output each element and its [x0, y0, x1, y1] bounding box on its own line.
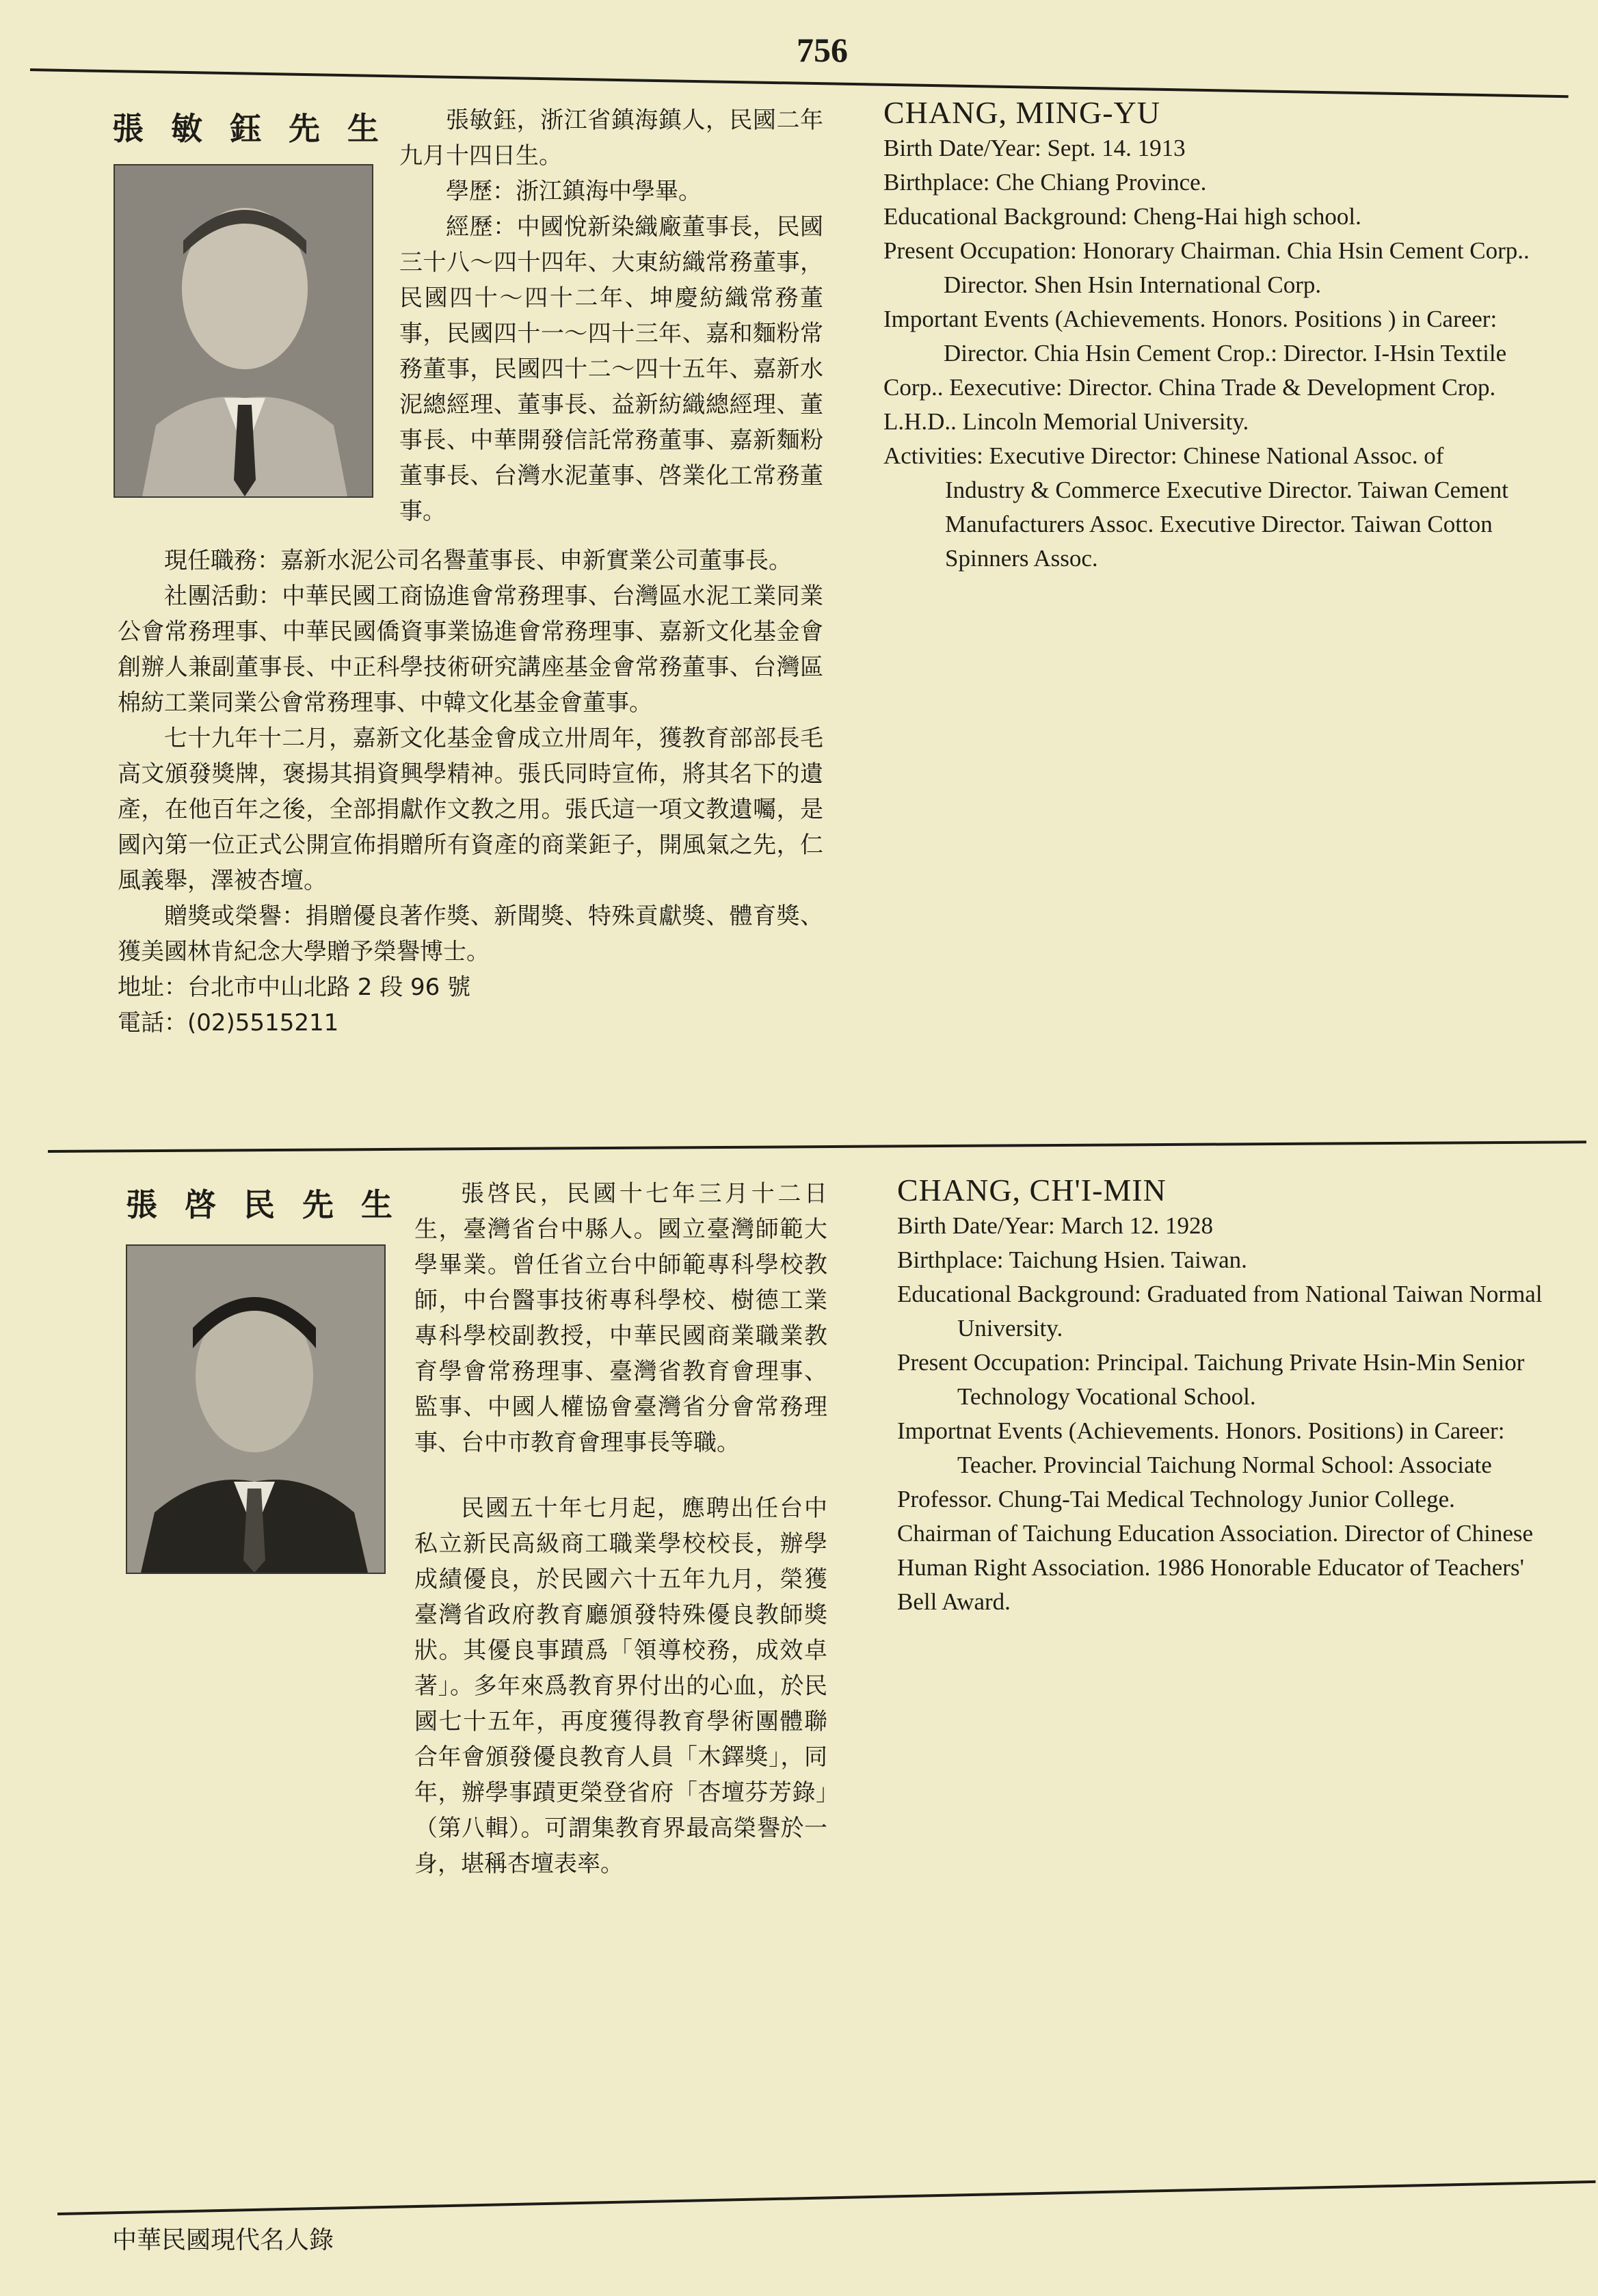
- bio-paragraph: 張敏鈺，浙江省鎮海鎮人，民國二年九月十四日生。: [399, 107, 823, 170]
- chinese-bio-body: [122, 1491, 827, 1882]
- english-name-heading: CHANG, MING-YU: [883, 95, 1160, 130]
- bio-paragraph: 社團活動：中華民國工商協進會常務理事、台灣區水泥工業同業公會常務理事、中華民國僑資事業協進會常務理事、嘉新文化基金會創辦人兼副董事長、中正科學技術研究講座基金會常務董事、台灣區棉紡工業同業公會常務理事、中韓文化基金會董事。: [118, 583, 823, 717]
- birth-date: Birth Date/Year: Sept. 14. 1913: [883, 135, 1186, 161]
- chinese-bio-intro: [399, 103, 823, 529]
- chinese-bio-intro: [414, 1176, 827, 1460]
- address-line: 地址：台北市中山北路 2 段 96 號: [118, 974, 471, 1001]
- bio-paragraph: 學歷：浙江鎮海中學畢。: [446, 178, 702, 205]
- top-rule: [30, 68, 1569, 98]
- bio-paragraph: 民國五十年七月起，應聘出任台中私立新民高級商工職業學校校長，辦學成績優良，於民國六十五年九月，榮獲臺灣省政府教育廳頒發特殊優良教師獎狀。其優良事蹟爲「領導校務，成效卓著」。多年來爲教育界付出的心血，於民國七十五年，再度獲得教育學術團體聯合年會頒發優良教育人員「木鐸獎」，同年，辦學事蹟更榮登省府「杏壇芬芳錄」（第八輯）。可謂集教育界最高榮譽於一身，堪稱杏壇表率。: [414, 1495, 827, 1878]
- bio-paragraph: 贈獎或榮譽：捐贈優良著作獎、新聞獎、特殊貢獻獎、體育獎、獲美國林肯紀念大學贈予榮譽博士。: [118, 903, 823, 965]
- phone-line: 電話：(02)5515211: [118, 1009, 339, 1037]
- activities-label: Activities: Executive Director: Chinese National Assoc. of: [883, 442, 1444, 469]
- bio-paragraph: 現任職務：嘉新水泥公司名譽董事長、申新實業公司董事長。: [164, 547, 792, 574]
- chinese-name-heading: 張 敏 鈺 先 生: [112, 110, 388, 147]
- portrait-illustration: [115, 165, 372, 496]
- bottom-rule: [57, 2180, 1596, 2215]
- book-title-footer: 中華民國現代名人錄: [112, 2226, 334, 2254]
- bio-paragraph: 經歷：中國悅新染織廠董事長，民國三十八～四十四年、大東紡織常務董事，民國四十～四十二年、坤慶紡織常務董事，民國四十一～四十三年、嘉和麵粉常務董事，民國四十二～四十五年、嘉新水泥總經理、董事長、益新紡織總經理、董事長、中華開發信託常務董事、嘉新麵粉董事長、台灣水泥董事、啓業化工常務董事。: [399, 213, 823, 525]
- page-number: 756: [797, 31, 848, 69]
- bio-paragraph: 七十九年十二月，嘉新文化基金會成立卅周年，獲教育部部長毛高文頒發獎牌，褒揚其捐資興學精神。張氏同時宣佈，將其名下的遺產，在他百年之後，全部捐獻作文教之用。張氏這一項文教遺囑，是國內第一位正式公開宣佈捐贈所有資產的商業鉅子，開風氣之先，仁風義舉，澤被杏壇。: [118, 725, 823, 894]
- birth-date: Birth Date/Year: March 12. 1928: [897, 1212, 1214, 1239]
- birthplace: Birthplace: Taichung Hsien. Taiwan.: [897, 1246, 1247, 1273]
- english-bio: [883, 96, 1554, 576]
- bio-paragraph: 張啓民，民國十七年三月十二日生，臺灣省台中縣人。國立臺灣師範大學畢業。曾任省立台中師範專科學校教師，中台醫事技術專科學校、樹德工業專科學校副教授，中華民國商業職業教育學會常務理事、臺灣省教育會理事、監事、中國人權協會臺灣省分會常務理事、台中市教育會理事長等職。: [414, 1180, 827, 1456]
- education: Educational Background: Cheng-Hai high school.: [883, 203, 1361, 230]
- present-occupation: Present Occupation: Honorary Chairman. Chia Hsin Cement Corp.. Director. Shen Hsin International Corp.: [883, 237, 1530, 298]
- important-events: Teacher. Provincial Taichung Normal School: Associate Professor. Chung-Tai Medical Technology Junior College. Chairman of Taichung Education Association. Director of Chinese Human Right Association. 1986 Honorable Educator of Teachers' Bell Award.: [897, 1452, 1534, 1615]
- present-occupation: Present Occupation: Principal. Taichung Private Hsin-Min Senior Technology Vocational School.: [897, 1349, 1525, 1410]
- portrait-photo: [114, 164, 373, 498]
- english-bio: [897, 1173, 1554, 1619]
- birthplace: Birthplace: Che Chiang Province.: [883, 169, 1207, 196]
- chinese-bio-body: [118, 543, 823, 1041]
- middle-rule: [48, 1140, 1586, 1153]
- important-events: Director. Chia Hsin Cement Crop.: Director. I-Hsin Textile Corp.. Eexecutive: Director. China Trade & Development Crop. L.H.D.. Lincoln Memorial University.: [883, 340, 1507, 435]
- activities: Industry & Commerce Executive Director. Taiwan Cement Manufacturers Assoc. Executive Director. Taiwan Cotton Spinners Assoc.: [945, 477, 1509, 572]
- english-name-heading: CHANG, CH'I-MIN: [897, 1173, 1167, 1207]
- education: Educational Background: Graduated from National Taiwan Normal University.: [897, 1281, 1543, 1341]
- important-events-label: Importnat Events (Achievements. Honors. Positions) in Career:: [897, 1417, 1505, 1444]
- important-events-label: Important Events (Achievements. Honors. Positions ) in Career:: [883, 306, 1497, 332]
- chinese-name-heading: 張 啓 民 先 生: [126, 1186, 401, 1223]
